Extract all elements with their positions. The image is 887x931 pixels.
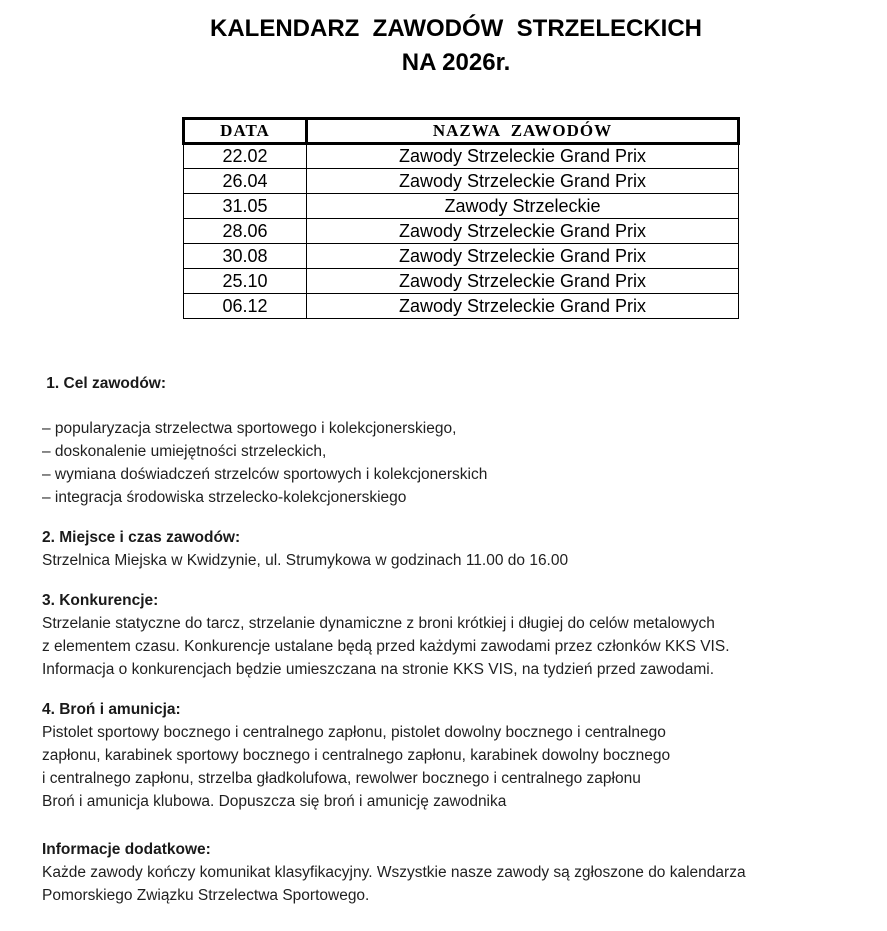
table-row	[184, 294, 739, 319]
table-row	[184, 194, 739, 219]
body-line: z elementem czasu. Konkurencje ustalane będą przed każdymi zawodami przez członków KKS VIS.	[42, 638, 730, 655]
body-line: Informacja o konkurencjach będzie umieszczana na stronie KKS VIS, na tydzień przed zawodami.	[42, 661, 715, 678]
event-name-cell: Zawody Strzeleckie Grand Prix	[307, 219, 739, 244]
table-row	[184, 169, 739, 194]
section-cel-zawodow	[42, 372, 870, 509]
body-line: Pomorskiego Związku Strzelectwa Sportowego.	[42, 887, 370, 904]
calendar-table	[182, 117, 740, 319]
header-cell-date: DATA	[184, 119, 307, 144]
body-line: Pistolet sportowy bocznego i centralnego zapłonu, pistolet dowolny bocznego i centralnego	[42, 724, 666, 741]
table-row	[184, 219, 739, 244]
body-line: Każde zawody kończy komunikat klasyfikacyjny. Wszystkie nasze zawody są zgłoszone do kalendarza	[42, 864, 746, 881]
event-name-cell: Zawody Strzeleckie	[307, 194, 739, 219]
document-title-line1: KALENDARZ ZAWODÓW STRZELECKICH	[210, 15, 702, 42]
section-bron-i-amunicja	[42, 698, 870, 813]
bullet-line: – popularyzacja strzelectwa sportowego i kolekcjonerskiego,	[42, 420, 457, 437]
section-heading: Informacje dodatkowe:	[42, 841, 211, 858]
event-name-cell: Zawody Strzeleckie Grand Prix	[307, 144, 739, 169]
body-line: i centralnego zapłonu, strzelba gładkolufowa, rewolwer bocznego i centralnego zapłonu	[42, 770, 641, 787]
table-header-row	[184, 119, 739, 144]
table-row	[184, 269, 739, 294]
body-line: Strzelanie statyczne do tarcz, strzelanie dynamiczne z broni krótkiej i długiej do celów metalowych	[42, 615, 715, 632]
section-konkurencje	[42, 589, 870, 681]
document-title-line2: NA 2026r.	[401, 49, 511, 76]
header-cell-name: NAZWA ZAWODÓW	[307, 119, 739, 144]
date-cell: 31.05	[184, 194, 307, 219]
date-cell: 30.08	[184, 244, 307, 269]
document-title	[42, 12, 870, 80]
table-row	[184, 244, 739, 269]
date-cell: 25.10	[184, 269, 307, 294]
date-cell: 28.06	[184, 219, 307, 244]
bullet-line: – integracja środowiska strzelecko-kolekcjonerskiego	[42, 489, 407, 506]
section-informacje-dodatkowe	[42, 838, 870, 907]
section-heading: 1. Cel zawodów:	[42, 375, 167, 392]
section-heading: 4. Broń i amunicja:	[42, 701, 181, 718]
section-miejsce-i-czas	[42, 526, 870, 572]
bullet-line: – wymiana doświadczeń strzelców sportowych i kolekcjonerskich	[42, 466, 488, 483]
event-name-cell: Zawody Strzeleckie Grand Prix	[307, 269, 739, 294]
body-line: zapłonu, karabinek sportowy bocznego i centralnego zapłonu, karabinek dowolny bocznego	[42, 747, 671, 764]
section-heading: 2. Miejsce i czas zawodów:	[42, 529, 241, 546]
event-name-cell: Zawody Strzeleckie Grand Prix	[307, 294, 739, 319]
event-name-cell: Zawody Strzeleckie Grand Prix	[307, 244, 739, 269]
date-cell: 06.12	[184, 294, 307, 319]
bullet-line: – doskonalenie umiejętności strzeleckich,	[42, 443, 327, 460]
date-cell: 22.02	[184, 144, 307, 169]
body-line: Broń i amunicja klubowa. Dopuszcza się broń i amunicję zawodnika	[42, 793, 507, 810]
section-heading: 3. Konkurencje:	[42, 592, 159, 609]
table-row	[184, 144, 739, 169]
event-name-cell: Zawody Strzeleckie Grand Prix	[307, 169, 739, 194]
body-line: Strzelnica Miejska w Kwidzynie, ul. Strumykowa w godzinach 11.00 do 16.00	[42, 552, 569, 569]
date-cell: 26.04	[184, 169, 307, 194]
